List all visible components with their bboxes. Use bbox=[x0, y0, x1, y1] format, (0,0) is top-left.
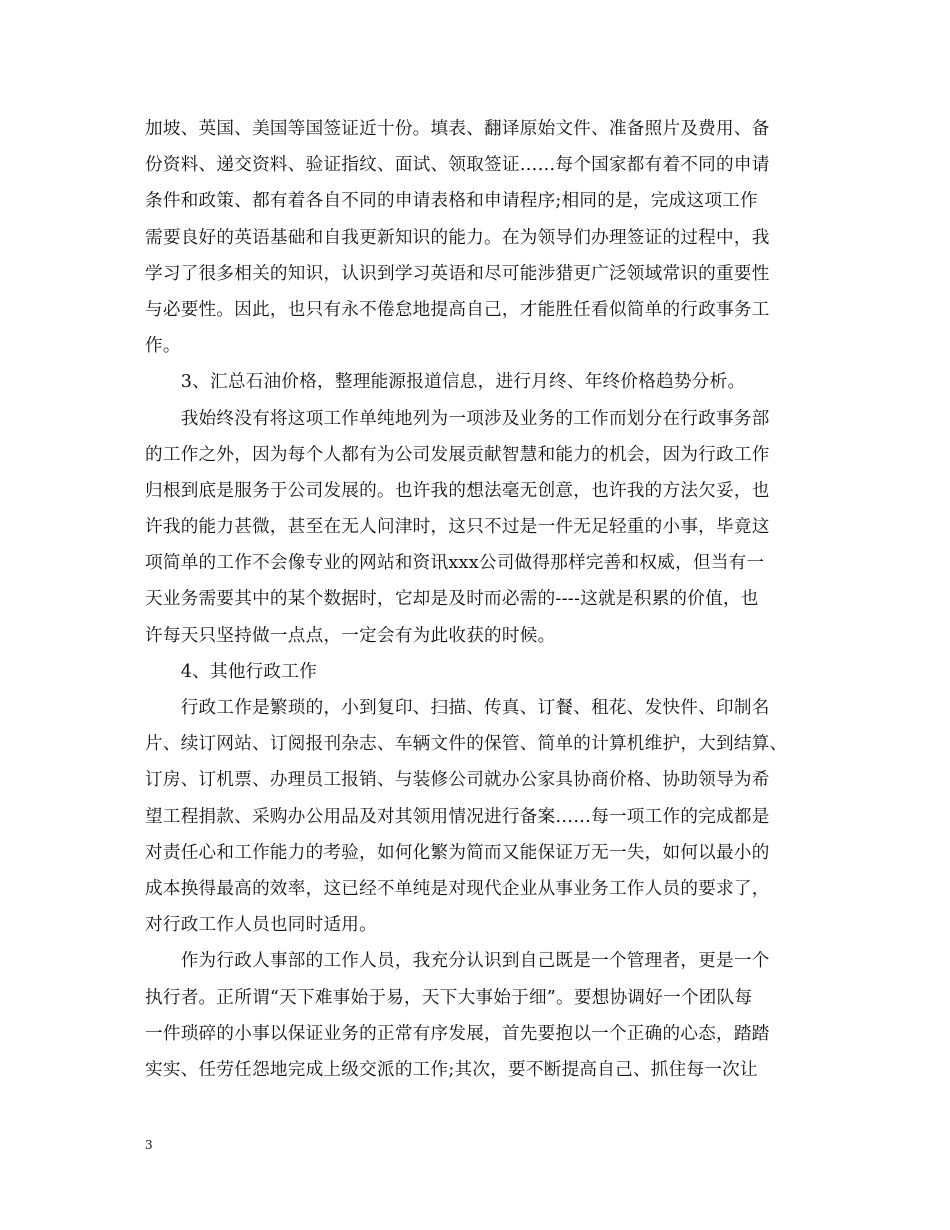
page-number: 3 bbox=[145, 1138, 153, 1152]
text-line: 学习了很多相关的知识，认识到学习英语和尽可能涉猎更广泛领域常识的重要性 bbox=[145, 263, 770, 284]
text-line: 项简单的工作不会像专业的网站和资讯xxx公司做得那样完善和权威，但当有一 bbox=[145, 553, 765, 574]
text-line: 片、续订网站、订阅报刊杂志、车辆文件的保管、简单的计算机维护，大到结算、 bbox=[145, 734, 788, 755]
text-line: 对行政工作人员也同时适用。 bbox=[145, 915, 377, 936]
text-line: 望工程捐款、采购办公用品及对其领用情况进行备案……每一项工作的完成都是 bbox=[145, 806, 770, 827]
text-line: 我始终没有将这项工作单纯地列为一项涉及业务的工作而划分在行政事务部 bbox=[145, 408, 770, 429]
text-line: 一件琐碎的小事以保证业务的正常有序发展，首先要抱以一个正确的心态，踏踏 bbox=[145, 1023, 770, 1044]
text-line: 4、其他行政工作 bbox=[145, 661, 318, 682]
text-line: 对责任心和工作能力的考验，如何化繁为简而又能保证万无一失，如何以最小的 bbox=[145, 842, 770, 863]
text-line: 天业务需要其中的某个数据时，它却是及时而必需的----这就是积累的价值，也 bbox=[145, 589, 759, 610]
text-line: 许每天只坚持做一点点，一定会有为此收获的时候。 bbox=[145, 625, 556, 646]
text-line: 订房、订机票、办理员工报销、与装修公司就办公家具协商价格、协助领导为希 bbox=[145, 770, 770, 791]
text-line: 份资料、递交资料、验证指纹、面试、领取签证……每个国家都有着不同的申请 bbox=[145, 155, 770, 176]
text-line: 条件和政策、都有着各自不同的申请表格和申请程序;相同的是，完成这项工作 bbox=[145, 191, 758, 212]
text-line: 行政工作是繁琐的，小到复印、扫描、传真、订餐、租花、发快件、印制名 bbox=[145, 698, 770, 718]
text-line: 许我的能力甚微，甚至在无人问津时，这只不过是一件无足轻重的小事，毕竟这 bbox=[145, 517, 770, 538]
text-line: 成本换得最高的效率，这已经不单纯是对现代企业从事业务工作人员的要求了， bbox=[145, 878, 770, 899]
text-line: 需要良好的英语基础和自我更新知识的能力。在为领导们办理签证的过程中，我 bbox=[145, 227, 770, 248]
text-line: 的工作之外，因为每个人都有为公司发展贡献智慧和能力的机会，因为行政工作 bbox=[145, 444, 770, 465]
text-line: 作。 bbox=[145, 336, 181, 357]
body-text bbox=[145, 111, 810, 1088]
text-line: 实实、任劳任怨地完成上级交派的工作;其次，要不断提高自己、抓住每一次让 bbox=[145, 1059, 758, 1080]
text-line: 执行者。正所谓“天下难事始于易，天下大事始于细”。要想协调好一个团队每 bbox=[145, 987, 753, 1008]
text-line: 作为行政人事部的工作人员，我充分认识到自己既是一个管理者，更是一个 bbox=[145, 951, 770, 972]
text-line: 3、汇总石油价格，整理能源报道信息，进行月终、年终价格趋势分析。 bbox=[145, 372, 746, 393]
text-line: 加坡、英国、美国等国签证近十份。填表、翻译原始文件、准备照片及费用、备 bbox=[145, 119, 770, 139]
text-line: 与必要性。因此，也只有永不倦怠地提高自己，才能胜任看似简单的行政事务工 bbox=[145, 299, 770, 320]
text-line: 归根到底是服务于公司发展的。也许我的想法毫无创意，也许我的方法欠妥，也 bbox=[145, 480, 770, 501]
